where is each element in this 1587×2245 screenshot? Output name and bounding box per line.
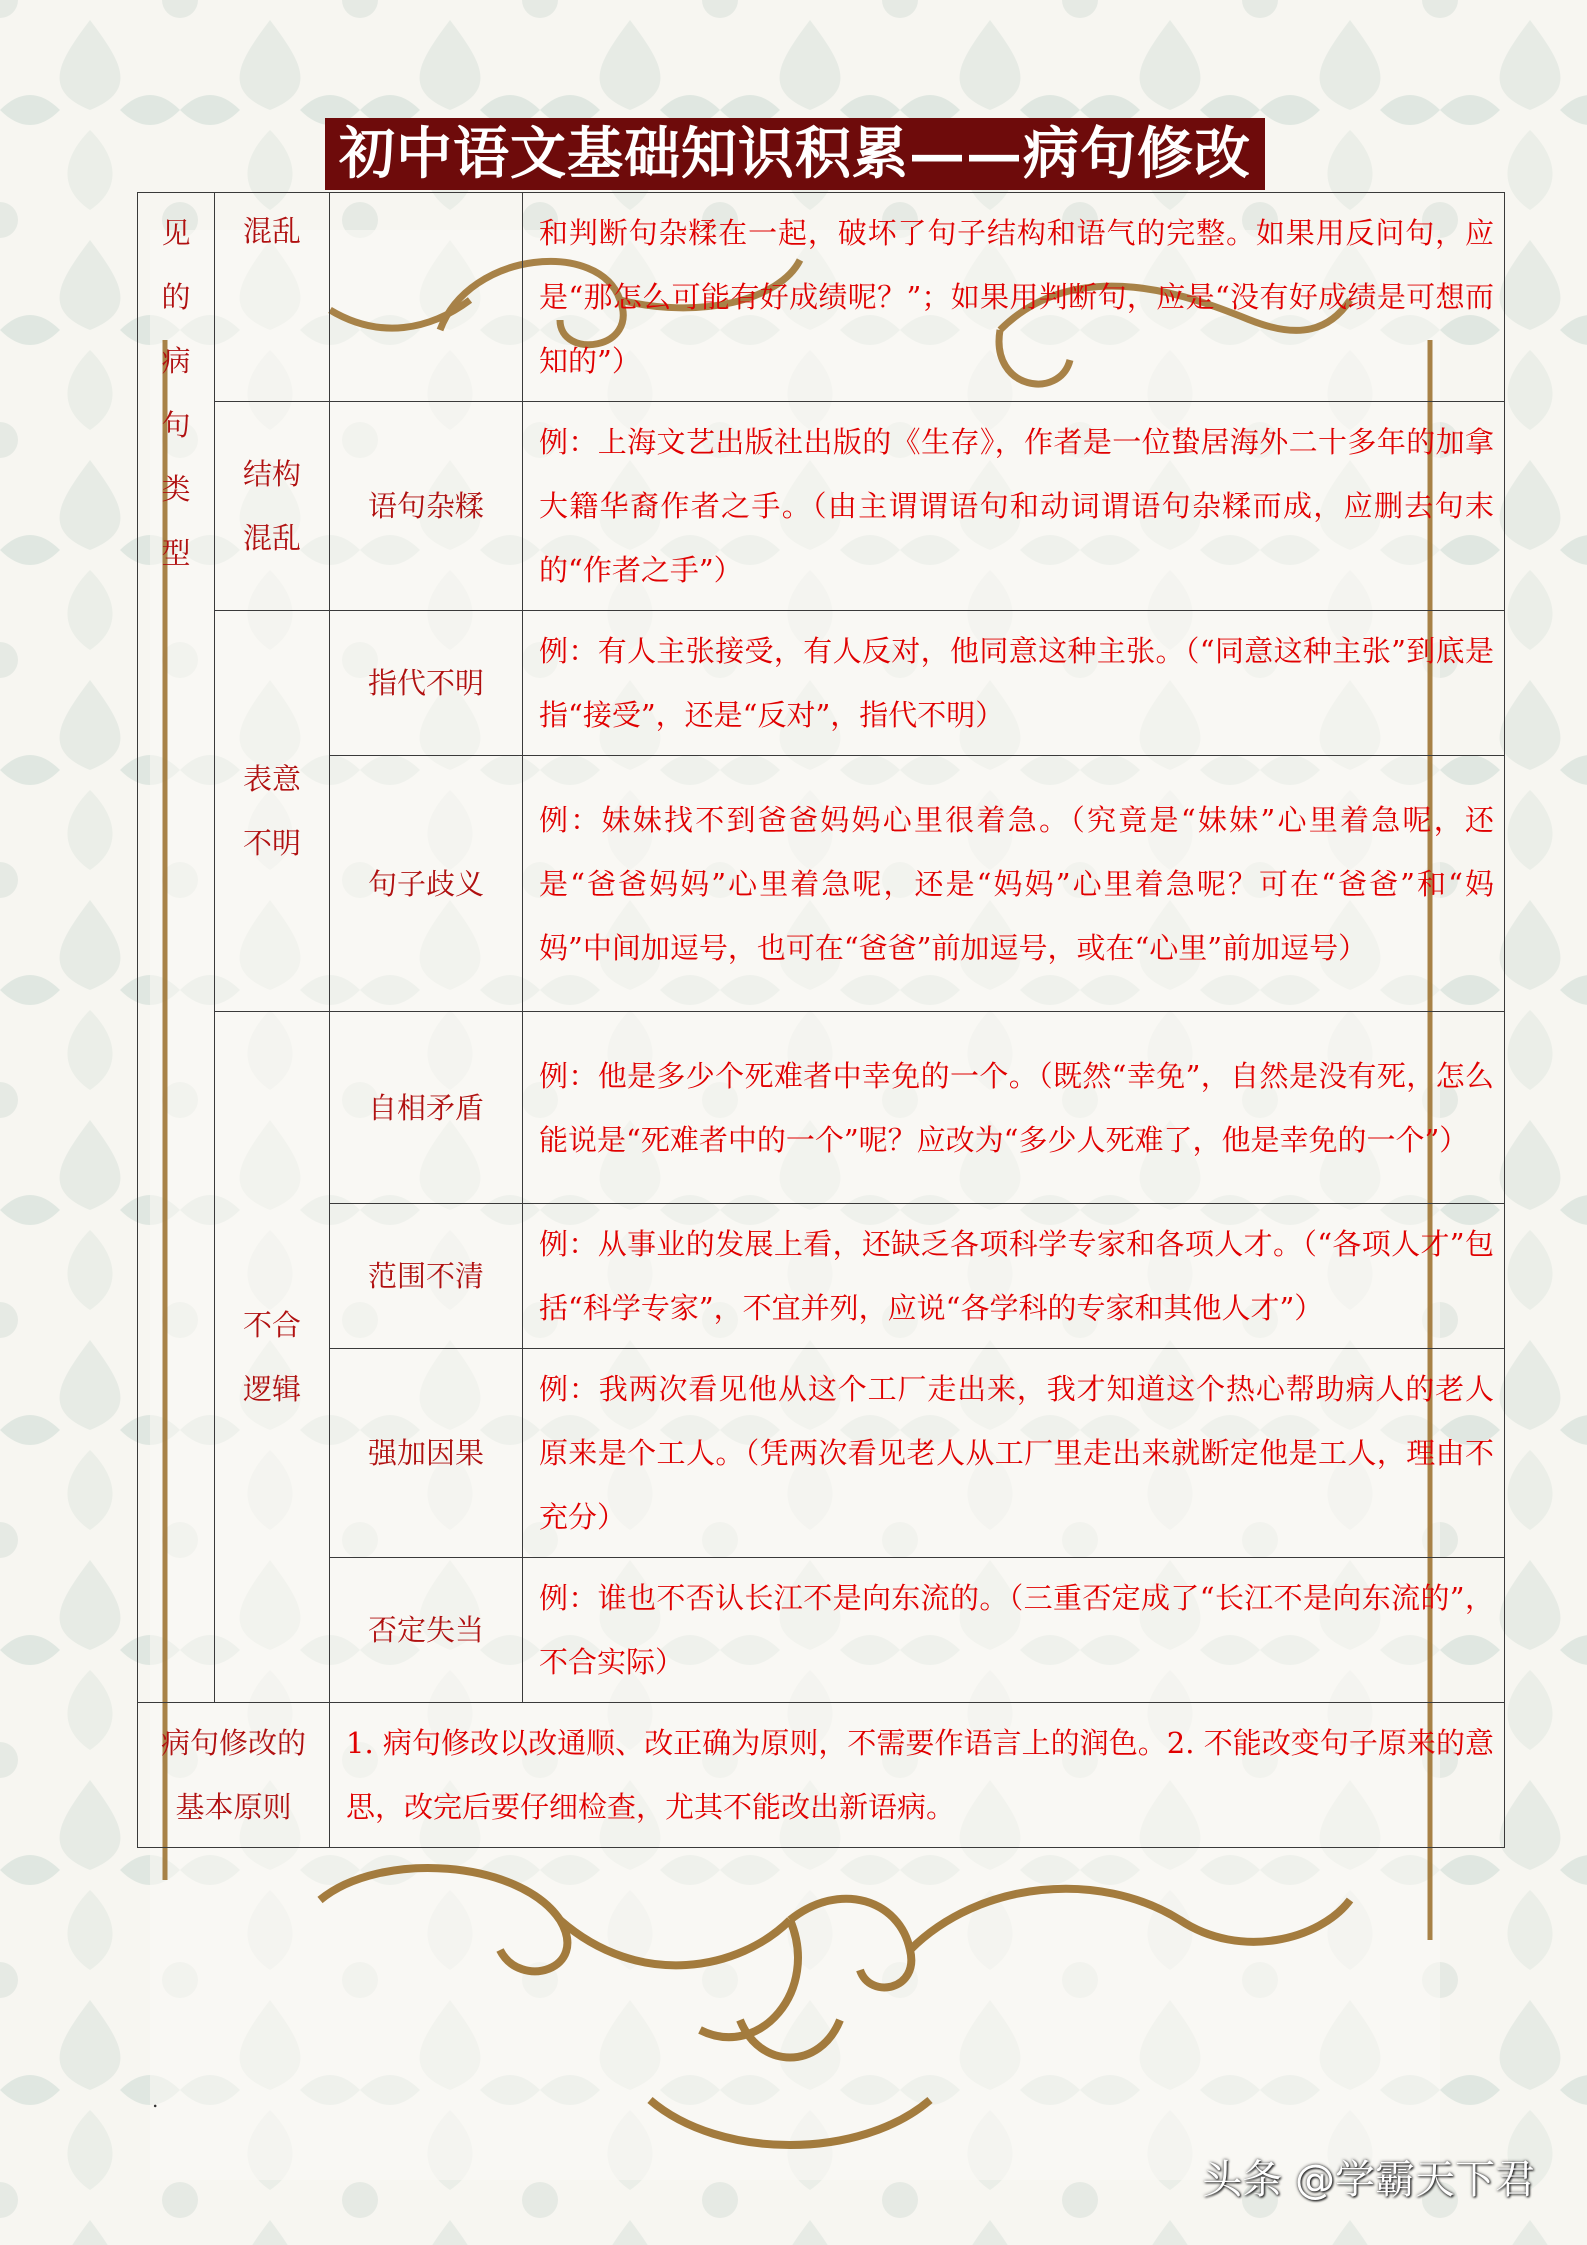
category-cell: 混乱 bbox=[215, 193, 330, 402]
table-row bbox=[138, 756, 1505, 1012]
table-row bbox=[138, 1349, 1505, 1558]
subtype-cell: 否定失当 bbox=[330, 1558, 523, 1703]
table-row bbox=[138, 1703, 1505, 1848]
principle-label bbox=[138, 1703, 330, 1848]
example-cell: 例：我两次看见他从这个工厂走出来，我才知道这个热心帮助病人的老人原来是个工人。（凭两次看见老人从工厂里走出来就断定他是工人，理由不充分） bbox=[523, 1349, 1505, 1558]
subtype-cell: 范围不清 bbox=[330, 1204, 523, 1349]
stray-dot: . bbox=[152, 2088, 159, 2112]
category-cell bbox=[215, 402, 330, 611]
table-row bbox=[138, 402, 1505, 611]
principle-label-line: 病句修改的 bbox=[160, 1726, 306, 1760]
side-label-char: 见 bbox=[161, 216, 191, 250]
side-label-char: 句 bbox=[161, 408, 191, 442]
subtype-cell: 语句杂糅 bbox=[330, 402, 523, 611]
side-label-char: 病 bbox=[161, 344, 191, 378]
category-line: 表意 bbox=[242, 762, 301, 796]
principle-label-line: 基本原则 bbox=[175, 1790, 292, 1824]
watermark: 头条 @学霸天下君 bbox=[1202, 2157, 1535, 2203]
category-line: 结构 bbox=[242, 457, 301, 491]
category-line: 逻辑 bbox=[242, 1372, 301, 1406]
table-row bbox=[138, 1012, 1505, 1204]
example-cell: 例：上海文艺出版社出版的《生存》，作者是一位蛰居海外二十多年的加拿大籍华裔作者之手。（由主谓谓语句和动词谓语句杂糅而成，应删去句末的“作者之手”） bbox=[523, 402, 1505, 611]
example-cell: 例：他是多少个死难者中幸免的一个。（既然“幸免”，自然是没有死，怎么能说是“死难者中的一个”呢？应改为“多少人死难了，他是幸免的一个”） bbox=[523, 1012, 1505, 1204]
example-cell: 例：妹妹找不到爸爸妈妈心里很着急。（究竟是“妹妹”心里着急呢，还是“爸爸妈妈”心里着急呢，还是“妈妈”心里着急呢？可在“爸爸”和“妈妈”中间加逗号，也可在“爸爸”前加逗号，或在“心里”前加逗号） bbox=[523, 756, 1505, 1012]
side-label-char: 类 bbox=[161, 472, 191, 506]
category-line: 混乱 bbox=[242, 521, 301, 555]
side-label bbox=[138, 193, 215, 1703]
example-cell: 例：谁也不否认长江不是向东流的。（三重否定成了“长江不是向东流的”，不合实际） bbox=[523, 1558, 1505, 1703]
subtype-cell: 自相矛盾 bbox=[330, 1012, 523, 1204]
table-row bbox=[138, 193, 1505, 402]
table-row bbox=[138, 1558, 1505, 1703]
principle-text: 1. 病句修改以改通顺、改正确为原则，不需要作语言上的润色。2. 不能改变句子原来的意思，改完后要仔细检查，尤其不能改出新语病。 bbox=[330, 1703, 1505, 1848]
side-label-char: 的 bbox=[161, 280, 191, 314]
category-cell bbox=[215, 611, 330, 1012]
category-cell bbox=[215, 1012, 330, 1703]
subtype-cell: 强加因果 bbox=[330, 1349, 523, 1558]
page-title: 初中语文基础知识积累——病句修改 bbox=[325, 118, 1265, 190]
subtype-cell: 句子歧义 bbox=[330, 756, 523, 1012]
example-cell: 例：从事业的发展上看，还缺乏各项科学专家和各项人才。（“各项人才”包括“科学专家”，不宜并列，应说“各学科的专家和其他人才”） bbox=[523, 1204, 1505, 1349]
table-row bbox=[138, 1204, 1505, 1349]
subtype-cell bbox=[330, 193, 523, 402]
subtype-cell: 指代不明 bbox=[330, 611, 523, 756]
grammar-error-table bbox=[137, 192, 1505, 1848]
side-label-char: 型 bbox=[161, 536, 191, 570]
table-row bbox=[138, 611, 1505, 756]
example-cell: 例：有人主张接受，有人反对，他同意这种主张。（“同意这种主张”到底是指“接受”，还是“反对”，指代不明） bbox=[523, 611, 1505, 756]
example-cell: 和判断句杂糅在一起，破坏了句子结构和语气的完整。如果用反问句，应是“那怎么可能有好成绩呢？”；如果用判断句，应是“没有好成绩是可想而知的”） bbox=[523, 193, 1505, 402]
category-line: 不明 bbox=[242, 826, 301, 860]
category-line: 不合 bbox=[242, 1308, 301, 1342]
